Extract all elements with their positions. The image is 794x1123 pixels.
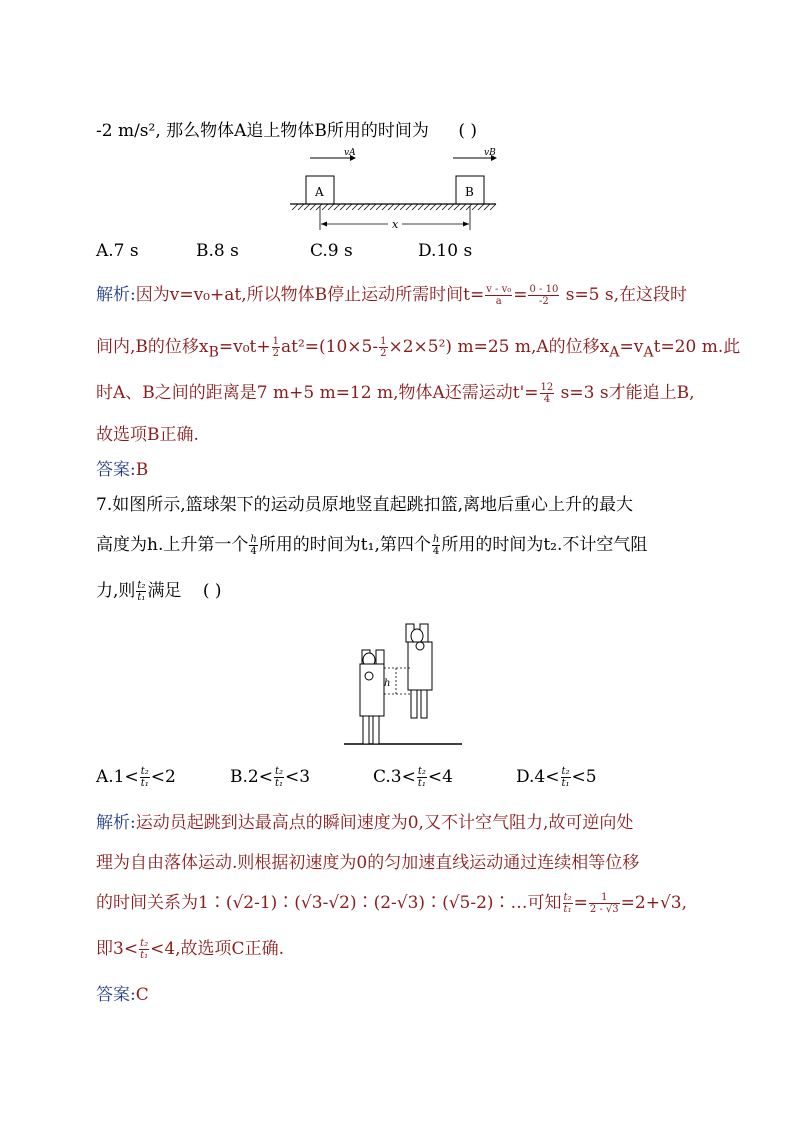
fraction-t2-t1: $\frac{\text{t₂}}{\text{t₁}}$ (274, 766, 283, 789)
q6-answer-blank: ( ) (458, 121, 478, 141)
q7-text: 满足 (147, 581, 182, 601)
q7-option-a (96, 766, 176, 789)
q6-analysis-text: s=5 s,在这段时 (565, 285, 688, 305)
fraction-time-values: $\frac{0 - 10}{-2}$ (529, 284, 559, 307)
q6-answer (96, 455, 148, 480)
fraction-h-4: $\frac{h}{4}$ (250, 534, 257, 557)
q6-figure (288, 144, 498, 236)
q6-analysis-text: s=3 s才能追上B, (560, 383, 695, 403)
q7-answer-blank: ( ) (202, 581, 222, 601)
q6-intro-text: -2 m/s², 那么物体A追上物体B所用的时间为 (96, 121, 429, 141)
q7-text: 所用的时间为t₂.不计空气阻 (441, 535, 648, 555)
q7-text: 所用的时间为t₁,第四个 (258, 535, 431, 555)
q6-vel-a-label: vA (344, 148, 356, 158)
fraction-t2-t1: $\frac{\text{t₂}}{\text{t₁}}$ (417, 766, 426, 789)
fraction-t2-t1: $\frac{\text{t₂}}{\text{t₁}}$ (140, 766, 149, 789)
q7-answer (96, 980, 149, 1005)
block-a-label: A (315, 185, 324, 199)
q7-answer-value: C (135, 985, 149, 1005)
option-text: D.4< (516, 767, 560, 787)
q6-vel-b-label: vB (484, 148, 496, 158)
q7-analysis-text: 运动员起跳到达最高点的瞬间速度为0,又不计空气阻力,故可逆向处 (135, 813, 634, 833)
option-text: B.2< (230, 767, 273, 787)
q6-analysis-text: t=20 m.此 (653, 337, 741, 357)
fraction-half: $\frac{1}{2}$ (380, 336, 387, 359)
q7-analysis-text: <4,故选项C正确. (150, 939, 284, 959)
q7-text: 高度为h.上升第一个 (96, 535, 249, 555)
q7-analysis-text: 的时间关系为1∶(√2-1)∶(√3-√2)∶(2-√3)∶(√5-2)∶…可知 (96, 893, 562, 913)
fraction-t2-t1: $\frac{\text{t₂}}{\text{t₁}}$ (140, 938, 149, 961)
fraction-time: $\frac{\text{v - v₀}}{a}$ (486, 284, 512, 307)
subscript: B (208, 344, 219, 361)
q6-analysis-text: =v (619, 337, 644, 357)
fraction-t2-t1: $\frac{\text{t₂}}{\text{t₁}}$ (137, 580, 146, 603)
q7-figure (344, 616, 464, 748)
option-text: <5 (571, 767, 597, 787)
player-jumping (406, 624, 432, 718)
q7-analysis-line-4 (96, 934, 284, 961)
q6-analysis-line-3 (96, 378, 694, 405)
q7-line-3 (96, 576, 222, 603)
option-text: <3 (285, 767, 311, 787)
q6-analysis-text: 间内,B的位移x (96, 337, 209, 357)
q6-analysis-line-2 (96, 332, 740, 360)
q7-line-1: 7.如图所示,篮球架下的运动员原地竖直起跳扣篮,离地后重心上升的最大 (96, 495, 634, 515)
option-text: A.1< (96, 767, 139, 787)
block-b-label: B (465, 185, 474, 199)
fraction-h-4: $\frac{h}{4}$ (432, 534, 440, 557)
q6-answer-value: B (135, 460, 149, 480)
q6-analysis-text: m=25 m,A的位移x (457, 337, 610, 357)
fraction-half: $\frac{1}{2}$ (272, 336, 280, 359)
q6-option-d: D.10 s (418, 241, 473, 261)
q7-answer-label: 答案: (96, 985, 136, 1005)
q6-analysis-text: =v₀t+ (218, 337, 271, 357)
q7-text: 力,则 (96, 581, 136, 601)
q7-line-2 (96, 530, 647, 557)
q6-analysis-text: 因为v=v₀+at,所以物体B停止运动所需时间t= (135, 285, 485, 305)
q7-analysis-text: =2+√3, (620, 893, 688, 913)
q7-analysis-line-1 (96, 808, 633, 833)
option-text: <4 (427, 767, 453, 787)
q7-analysis-label: 解析: (96, 813, 136, 833)
q7-option-d (516, 766, 597, 789)
option-text: C.3< (373, 767, 416, 787)
q6-analysis-text: 时A、B之间的距离是7 m+5 m=12 m,物体A还需运动t'= (96, 383, 539, 403)
q7-analysis-line-3: 的时间关系为1∶(√2-1)∶(√3-√2)∶(2-√3)∶(√5-2)∶…可知 $\frac{\text{t₂}}{\text{t₁}}$ = $\frac{1}{2 - √3}$ =2+√3, (96, 892, 688, 915)
q6-option-c: C.9 s (310, 241, 353, 261)
q6-analysis-text: at²=(10×5- (281, 337, 379, 357)
fraction-twelve-four: $\frac{12}{4}$ (540, 382, 554, 405)
ground-hatching (292, 204, 496, 210)
q6-analysis-line-1: 解析:因为v=v₀+at,所以物体B停止运动所需时间t= $\frac{\text{v - v₀}}{a}$ = $\frac{0 - 10}{-2}$ s=5 s,在这段时 (96, 284, 688, 307)
q7-analysis-text: 即3< (96, 939, 139, 959)
q6-analysis-text: ×2×5²) (388, 337, 453, 357)
q7-option-b (230, 766, 310, 789)
distance-x-label: x (392, 218, 399, 231)
q7-option-c (373, 766, 453, 789)
q6-option-a: A.7 s (96, 241, 139, 261)
q6-answer-label: 答案: (96, 460, 136, 480)
q7-analysis-line-2: 理为自由落体运动.则根据初速度为0的匀加速直线运动通过连续相等位移 (96, 853, 640, 873)
q6-analysis-line-4: 故选项B正确. (96, 425, 199, 445)
q6-option-b: B.8 s (196, 241, 239, 261)
player-standing (360, 650, 384, 744)
q6-intro (96, 116, 477, 141)
subscript: A (609, 344, 620, 361)
option-text: <2 (150, 767, 176, 787)
q6-analysis-label: 解析: (96, 285, 136, 305)
subscript: A (643, 344, 654, 361)
fraction-t2-t1: $\frac{\text{t₂}}{\text{t₁}}$ (563, 892, 572, 915)
fraction-t2-t1: $\frac{\text{t₂}}{\text{t₁}}$ (561, 766, 570, 789)
fraction-one-over: $\frac{1}{2 - √3}$ (589, 892, 619, 915)
height-h-label: h (384, 678, 391, 689)
